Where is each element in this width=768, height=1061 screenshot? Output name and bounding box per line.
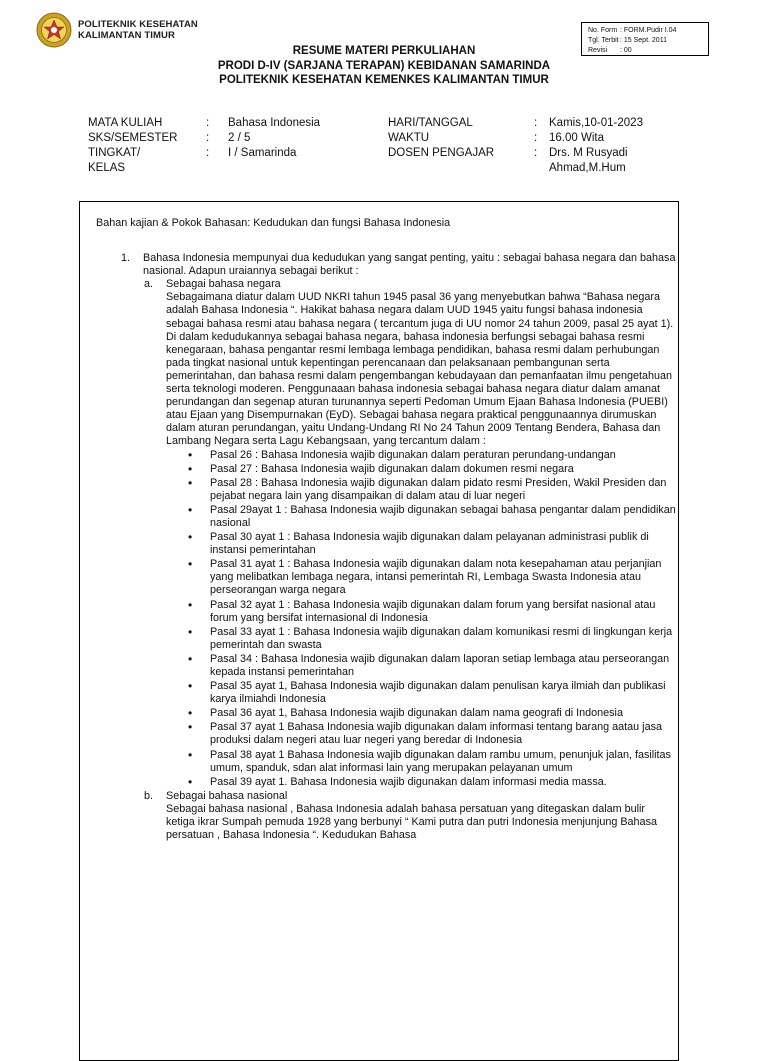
topic-heading: Bahan kajian & Pokok Bahasan: Kedudukan dan fungsi Bahasa Indonesia [96,217,451,229]
list-item: • Pasal 34 : Bahasa Indonesia wajib digunakan dalam laporan setiap lembaga atau perseorangan kepada instansi pemerintahan [210,653,676,679]
list-item: • Pasal 38 ayat 1 Bahasa Indonesia wajib digunakan dalam rambu umum, penunjuk jalan, fasilitas umum, spanduk, sdan alat informasi lain yang merupakan pelayanan umum [210,749,676,775]
logo-line-2: KALIMANTAN TIMUR [78,30,175,41]
list-item: • Pasal 27 : Bahasa Indonesia wajib digunakan dalam dokumen resmi negara [210,463,676,476]
logo-line-1: POLITEKNIK KESEHATAN [78,19,198,30]
document-title: RESUME MATERI PERKULIAHAN [292,45,476,57]
course-info-right [388,116,679,176]
sub-item-letter: b. [144,789,154,802]
info-row: DOSEN PENGAJAR : Drs. M Rusyadi [388,147,628,159]
course-info-left [88,116,368,176]
list-item: • Pasal 37 ayat 1 Bahasa Indonesia wajib digunakan dalam informasi tentang barang aatau jasa produksi dalam negeri atau luar negeri yang beredar di Indonesia [210,721,676,747]
institution-title: POLITEKNIK KESEHATAN KEMENKES KALIMANTAN TIMUR [219,74,549,86]
program-title: PRODI D-IV (SARJANA TERAPAN) KEBIDANAN SAMARINDA [217,59,551,72]
info-row: KELAS [88,162,126,174]
list-item: • Pasal 33 ayat 1 : Bahasa Indonesia wajib digunakan dalam komunikasi resmi di lingkungan kerja pemerintah dan swasta [210,626,676,652]
pasal-list [96,449,676,789]
list-item: • Pasal 31 ayat 1 : Bahasa Indonesia wajib digunakan dalam nota kesepahaman atau perjanjian yang melibatkan lembaga negara, intansi pemerintah RI, Lembaga Swasta Indonesia atau perseorangan warga negara [210,558,676,597]
numbered-item-1 [96,252,676,278]
info-row: HARI/TANGGAL : Kamis,10-01-2023 [388,117,643,129]
list-item: • Pasal 30 ayat 1 : Bahasa Indonesia wajib digunakan dalam pelayanan administrasi publik di instansi pemerintahan [210,531,676,557]
sub-item-letter: a. [144,278,154,291]
info-row: MATA KULIAH : Bahasa Indonesia [88,117,321,129]
institution-logo [36,12,198,48]
info-row: Ahmad,M.Hum [549,162,626,174]
sub-item-title: Sebagai bahasa nasional [166,789,288,802]
sub-item-b [96,790,676,803]
paragraph-bahasa-negara: Sebagaimana diatur dalam UUD NKRI tahun 1945 pasal 36 yang menyebutkan bahwa “Bahasa negara adalah Bahasa Indonesia “. Hakikat bahasa negara dalam UUD 1945 yaitu fungsi bahasa indonesia sebagai bahasa resmi atau bahasa negara ( tercantum juga di UU nomor 24 tahun 2009, pasal 25 ayat 1). Di dalam kedudukannya sebagai bahasa negara, bahasa indonesia berfungsi sebagai bahasa resmi kenegaraan, bahasa pengantar resmi lembaga lembaga pendidikan, bahasa resmi dalam perhubungan pada tingkat nasional untuk kepentingan perencanaan dan pelaksanaan pembangunan serta pemerintahan, dan bahasa resmi dalam pengembangan kebudayaan dan pemanfaatan ilmu pengetahuan serta teknologi moderen. Penggunaaan bahasa indonesia sebagai bahasa negara diatur dalam amanat perundangan dan segenap aturan turunannya seperti Pedoman Umum Ejaan Bahasa Indonesia (PUEBI) atau Ejaan yang Disempurnakan (EyD). Sebagai bahasa negara praktical penggunaannya dirumuskan dalam aturan perundangan, yaitu Undang-Undang RI No 24 Tahun 2009 Tentang Bendera, Bahasa dan Lambang Negara serta Lagu Kebangsaan, yang tercantum dalam : [166,291,674,448]
form-row: Tgl. Terbit : 15 Sept. 2011 [588,37,667,44]
document-titles [0,44,768,88]
list-item: • Pasal 29ayat 1 : Bahasa Indonesia wajib digunakan sebagai bahasa pengantar dalam pendidikan nasional [210,504,676,530]
list-item: • Pasal 28 : Bahasa Indonesia wajib digunakan dalam pidato resmi Presiden, Wakil Presiden dan pejabat negara lain yang disampaikan di dalam atau di luar negeri [210,477,676,503]
info-row: WAKTU : 16.00 Wita [388,132,604,144]
item-number: 1. [121,252,131,265]
form-row: Revisi : 00 [588,47,632,54]
list-item: • Pasal 26 : Bahasa Indonesia wajib digunakan dalam peraturan perundang-undangan [210,449,676,462]
list-item: • Pasal 35 ayat 1, Bahasa Indonesia wajib digunakan dalam penulisan karya ilmiah dan publikasi karya ilmiahdi Indonesia [210,680,676,706]
form-row: No. Form : FORM.Pudir I.04 [588,27,677,34]
logo-text [78,19,198,41]
list-item: • Pasal 39 ayat 1. Bahasa Indonesia wajib digunakan dalam informasi media massa. [210,776,676,789]
institution-seal-icon [36,12,72,48]
info-row: SKS/SEMESTER : 2 / 5 [88,132,251,144]
content-body [96,217,676,842]
paragraph-bahasa-nasional: Sebagai bahasa nasional , Bahasa Indonesia adalah bahasa persatuan yang ditegaskan dalam bulir ketiga ikrar Sumpah pemuda 1928 yang berbunyi “ Kami putra dan putri Indonesia menjunjung Bahasa persatuan , Bahasa Indonesia “. Kedudukan Bahasa [166,802,657,842]
info-row: TINGKAT/ : I / Samarinda [88,147,297,159]
list-item: • Pasal 32 ayat 1 : Bahasa Indonesia wajib digunakan dalam forum yang bersifat nasional atau forum yang bersifat internasional di Indonesia [210,599,676,625]
item-text: Bahasa Indonesia mempunyai dua kedudukan yang sangat penting, yaitu : sebagai bahasa negara dan bahasa nasional. Adapun uraiannya sebagai berikut : [143,252,676,278]
sub-item-title: Sebagai bahasa negara [166,278,281,291]
sub-item-a [96,278,676,291]
list-item: • Pasal 36 ayat 1, Bahasa Indonesia wajib digunakan dalam nama geografi di Indonesia [210,707,676,720]
